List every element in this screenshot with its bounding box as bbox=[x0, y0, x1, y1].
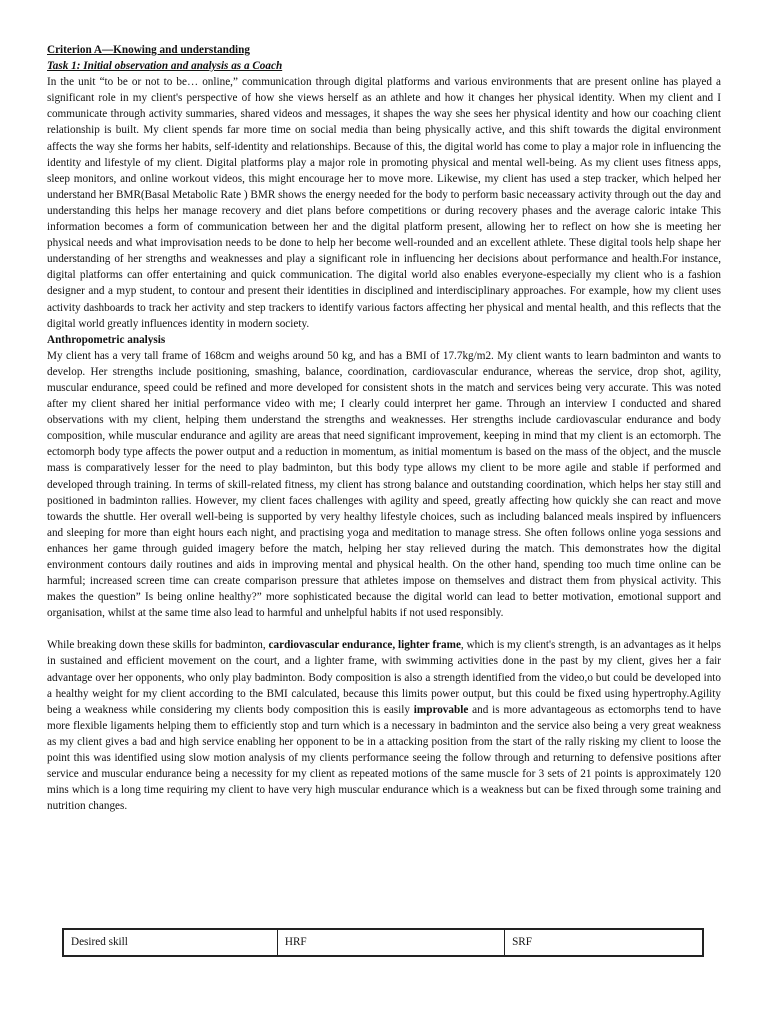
anthropometric-paragraph: My client has a very tall frame of 168cm and weighs around 50 kg, and has a BMI of 17.7kg/m2. My client wants to learn badminton and wants to develop. Her strengths include positioning, smashing, balance, coordination, cardiovascular endurance, whereas the service, drop shot, agility, muscular endurance, speed could be refined and more developed for consistent shots in the match and services being very accurate. This was noted after my client shared her initial performance video with me; I clearly could interpret her game. Through an interview I conducted and shared observations with my client, helping them understand the strengths and weaknesses. Her strengths include cardiovascular endurance and body composition, while muscular endurance and agility are areas that need significant improvement, keeping in mind that my client is an ectomorph. The ectomorph body type affects the power output and a reduction in momentum, as initial momentum is based on the mass of the object, and the muscle mass is comparatively lesser for the need to play badminton, but this body type allows my client to be more agile and stable if performed and developed through training. In terms of skill-related fitness, my client has strong balance and outstanding coordination, which helps her stay still and positioned in badminton rallies. However, my client faces challenges with agility and speed, greatly affecting how quickly she can react and move towards the shuttle. Her overall well-being is supported by very healthy lifestyle choices, such as including balanced meals inspired by influencers and sleeping for more than eight hours each night, and practising yoga and meditation to manage stress. She often follows online yoga sessions and enhances her game through guided imagery before the match, helping her stay relieved during the match. This demonstrates how the digital environment contours daily routines and aids in improving mental and physical health. On the other hand, spending too much time online can be harmful; increased screen time can create comparison pressure that athletes impose on themselves and distract them from physical activity. This makes the question” Is being online healthy?” more sophisticated because the digital world can lead to better motivation, emotional support and organisation, whilst at the same time also lead to harmful and unhelpful habits if not used responsibly. bbox=[47, 349, 721, 620]
anthropometric-heading: Anthropometric analysis bbox=[47, 333, 166, 346]
table-header-cell: SRF bbox=[505, 929, 703, 956]
skills-table bbox=[62, 928, 704, 957]
skills-breakdown-paragraph bbox=[47, 637, 721, 814]
table-header-cell: Desired skill bbox=[63, 929, 277, 956]
criterion-heading: Criterion A—Knowing and understanding bbox=[47, 44, 250, 56]
paragraph-gap bbox=[47, 621, 721, 637]
table-header-row bbox=[63, 929, 703, 956]
text-run: While breaking down these skills for badminton, bbox=[47, 639, 269, 652]
intro-paragraph: In the unit “to be or not to be… online,” communication through digital platforms and various environments that are present online has played a significant role in my client's perspective of how she views herself as an athlete and how it changes her physical identity. When my client and I communicate through activity summaries, shared videos and messages, it shapes the way she sees her physical identity and how our coaching client relationship is built. My client spends far more time on social media than being physically active, and this shift towards the digital environment affects the way she forms her habits, self-identity and relationships. Because of this, the digital world has come to play a major role in influencing the identity and lifestyle of my client. Digital platforms play a major role in promoting physical and mental well-being. As my client uses fitness apps, sleep monitors, and online workout videos, this might encourage her to move more. Likewise, my client has used a step tracker, which helped her understand her BMR(Basal Metabolic Rate ) BMR shows the energy needed for the body to perform basic neceassary activity through out the day and understanding this helps her manage recovery and diet plans before competitions or during recovery phases and the average caloric intake This information becomes a form of communication between her and the digital platform present, allowing her to reflect on how she is meeting her physical needs and what improvisation needs to be done to help her become well-rounded and an excellent athlete. These digital tools help shape her understanding of her strengths and weaknesses and play a significant role in influencing her decisions about performance and health.For instance, digital platforms can offer entertaining and quick communication. The digital world also enables everyone-especially my client who is a fashion designer and a myp student, to contour and present their identities in disciplined and interdisciplinary approaches. For example, how my client uses activity dashboards to track her activity and step trackers to identify various factors affecting her physical and mental health, and this reflects that the digital world greatly influences identity in modern society. bbox=[47, 76, 721, 330]
bold-run: cardiovascular endurance, lighter frame bbox=[268, 639, 461, 652]
text-run: and is more advantageous as ectomorphs tend to have more flexible ligaments helping them to efficiently stop and turn which is a necessary in badminton and the service also being a very great weakness as my client gives a bad and high service enabling her opponent to be in a attacking position from the start of the rally risking my client to loose the point this was identified using slow motion analysis of my clients performance seeing the follow through and returning to defensive positions after service and muscular endurance being a necessity for my client as repeated motions of the same muscle for 3 sets of 21 points is approximately 120 mins which is a long time requiring my client to have very high muscular endurance which is a weakness but can be fixed through some training and nutrition changes. bbox=[47, 703, 721, 813]
bold-run: improvable bbox=[413, 703, 469, 716]
document-page bbox=[47, 42, 721, 814]
text-run: , which is my client's strength, is an advantages as it helps in sustained and efficient movement on the court, and a lighter frame, with swimming activities done in the past by my client, gives her a fair advantage over her opponents, who only play badminton. Body composition is also a strength identified from the video,o but could be developed into a healthy weight for my client according to the BMI calculated, because this limits power output, but this could be fixed using hypertrophy.Agility being a weakness while considering my clients body composition this is easily bbox=[47, 639, 722, 716]
task-title: Task 1: Initial observation and analysis as a Coach bbox=[47, 60, 283, 73]
table-header-cell: HRF bbox=[277, 929, 504, 956]
